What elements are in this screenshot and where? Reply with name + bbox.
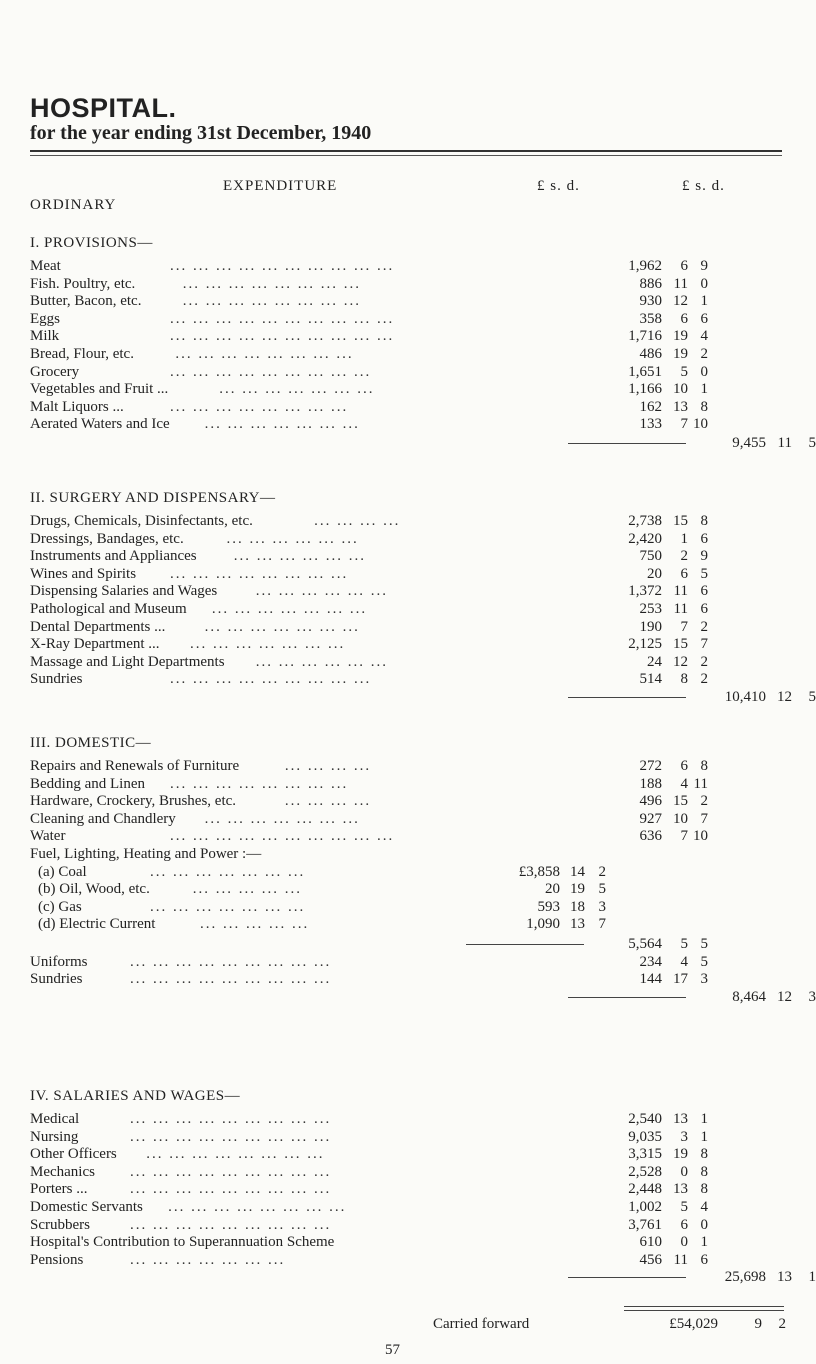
line-item-label: Uniforms [30, 953, 88, 970]
leader-dots: ... ... ... ... ... ... ... ... [170, 398, 349, 415]
amount-shillings: 11 [673, 275, 688, 292]
line-item-label: Fish. Poultry, etc. [30, 275, 136, 292]
amount-pence: 10 [693, 416, 708, 433]
line-item-label: Grocery [30, 363, 80, 380]
line-item-row [30, 1129, 790, 1146]
line-item-label: Instruments and Appliances [30, 548, 197, 565]
amount-pounds: 496 [639, 793, 662, 810]
line-item-row [30, 828, 790, 845]
line-item-label: Repairs and Renewals of Furniture [30, 758, 240, 774]
line-item-row [30, 619, 790, 636]
amount-shillings: 11 [673, 1251, 688, 1268]
line-item-label: (d) Electric Current [38, 916, 156, 933]
amount-shillings: 17 [673, 971, 688, 988]
amount-shillings: 13 [673, 398, 688, 415]
amount-pence: 2 [700, 346, 708, 362]
line-item-label: Sundries [30, 671, 83, 688]
line-item-row [30, 916, 790, 933]
leader-dots: ... ... ... ... ... ... ... [150, 898, 306, 915]
amount-pounds: 593 [537, 898, 560, 915]
leader-dots: ... ... ... ... ... ... ... ... ... ... [170, 328, 395, 345]
amount-pounds: 3,761 [628, 1216, 662, 1233]
amount-pounds: 9,035 [628, 1128, 662, 1145]
total-shillings: 11 [777, 435, 792, 451]
line-item-label: Sundries [30, 971, 83, 988]
leader-dots: ... ... ... ... ... ... ... ... ... [130, 1128, 332, 1145]
carried-forward-rule-top-2 [624, 1310, 784, 1311]
amount-pence: 2 [700, 618, 708, 635]
amount-shillings: 0 [680, 1163, 688, 1180]
leader-dots: ... ... ... ... ... ... [233, 548, 367, 565]
total-pounds: 10,410 [724, 689, 766, 705]
line-item-label: Domestic Servants [30, 1199, 143, 1215]
leader-dots: ... ... ... ... ... ... [226, 530, 359, 547]
line-item-row [30, 399, 790, 416]
line-item-label: Milk [30, 328, 60, 345]
amount-pounds: 2,125 [628, 636, 662, 653]
amount-pence: 5 [700, 565, 708, 582]
leader-dots: ... ... ... ... ... ... ... [204, 416, 360, 433]
amount-shillings: 13 [673, 1181, 688, 1198]
amount-shillings: 3 [680, 1128, 688, 1145]
leader-dots: ... ... ... ... ... ... ... [219, 381, 375, 398]
line-item-label: Scrubbers [30, 1216, 90, 1233]
line-item-row [30, 548, 790, 565]
column-header-2: £ s. d. [682, 178, 725, 194]
line-item-row [30, 1181, 790, 1198]
amount-shillings: 7 [680, 618, 688, 635]
leader-dots: ... ... ... ... ... ... ... [204, 618, 360, 635]
expenditure-heading: EXPENDITURE [223, 178, 338, 194]
amount-shillings: 7 [680, 416, 688, 433]
section-total-row [30, 1269, 816, 1286]
section-total-row [30, 689, 816, 706]
leader-dots: ... ... ... ... ... ... ... [130, 1251, 286, 1268]
ordinary-heading: ORDINARY [30, 197, 117, 213]
amount-pence: 8 [700, 1163, 708, 1180]
line-item-row [30, 881, 790, 898]
line-item-row [30, 1146, 790, 1163]
amount-pence: 1 [700, 1234, 708, 1251]
line-item-row [30, 1164, 790, 1181]
leader-dots: ... ... ... ... ... ... ... ... ... [130, 1216, 332, 1233]
leader-dots: ... ... ... ... ... ... ... ... ... [130, 1181, 332, 1198]
amount-pence: 0 [700, 1216, 708, 1233]
total-shillings: 12 [777, 988, 792, 1005]
amount-shillings: 11 [673, 601, 688, 617]
line-item-label: Dressings, Bandages, etc. [30, 530, 184, 547]
line-item-row [30, 954, 790, 971]
section-heading-provisions: I. PROVISIONS— [30, 235, 153, 251]
amount-shillings: 5 [680, 363, 688, 380]
line-item-label: Other Officers [30, 1146, 117, 1163]
carried-forward-shillings: 9 [754, 1316, 762, 1332]
line-item-label: Massage and Light Departments [30, 653, 225, 670]
amount-shillings: 10 [673, 810, 688, 827]
line-item-row [30, 758, 790, 775]
leader-dots: ... ... ... ... ... [200, 916, 310, 933]
leader-dots: ... ... ... ... ... ... ... ... ... [130, 953, 332, 970]
page-title: HOSPITAL. [30, 93, 177, 123]
leader-dots: ... ... ... ... ... ... ... ... ... [130, 1163, 332, 1180]
amount-pence: 8 [700, 398, 708, 415]
line-item-label: Pensions [30, 1251, 84, 1268]
line-item-label: (b) Oil, Wood, etc. [38, 881, 150, 898]
amount-shillings: 18 [570, 898, 585, 915]
amount-shillings: 12 [673, 653, 688, 670]
amount-shillings: 15 [673, 793, 688, 810]
amount-pence: 2 [700, 793, 708, 810]
amount-pence: 9 [700, 548, 708, 565]
total-pounds: 8,464 [732, 988, 766, 1005]
amount-pounds: 24 [647, 653, 662, 670]
leader-dots: ... ... ... ... ... ... ... ... [175, 346, 354, 362]
amount-shillings: 15 [673, 636, 688, 653]
total-shillings: 5 [680, 936, 688, 952]
leader-dots: ... ... ... ... ... ... ... ... ... [170, 671, 372, 688]
leader-dots: ... ... ... ... ... ... ... ... [168, 1199, 347, 1215]
amount-shillings: 6 [680, 565, 688, 582]
line-item-row [30, 531, 790, 548]
amount-shillings: 11 [673, 583, 688, 600]
amount-pounds: 20 [545, 881, 560, 898]
leader-dots: ... ... ... ... ... [192, 881, 302, 898]
amount-pounds: 2,528 [628, 1163, 662, 1180]
amount-pounds: 750 [639, 548, 662, 565]
line-item-row [30, 1111, 790, 1128]
amount-shillings: 19 [673, 1146, 688, 1163]
amount-pence: 1 [700, 293, 708, 310]
leader-dots: ... ... ... ... ... ... ... ... ... ... [170, 258, 395, 274]
leader-dots: ... ... ... ... ... ... ... ... ... ... [170, 828, 395, 845]
amount-pounds: 456 [639, 1251, 662, 1268]
amount-pounds: 272 [639, 758, 662, 774]
line-item-label: Pathological and Museum [30, 601, 187, 617]
amount-pounds: 610 [639, 1234, 662, 1251]
amount-pence: 4 [700, 1199, 708, 1215]
leader-dots: ... ... ... ... ... ... ... ... [182, 275, 361, 292]
amount-pence: 2 [598, 863, 606, 880]
leader-dots: ... ... ... ... [314, 513, 401, 529]
amount-shillings: 13 [673, 1111, 688, 1127]
amount-pounds: 234 [639, 953, 662, 970]
amount-pounds: 930 [639, 293, 662, 310]
line-item-label: Dispensing Salaries and Wages [30, 583, 218, 600]
amount-pounds: 486 [639, 346, 662, 362]
amount-pounds: 1,002 [628, 1199, 662, 1215]
line-item-row [30, 899, 790, 916]
amount-pence: 3 [700, 971, 708, 988]
line-item-label: Drugs, Chemicals, Disinfectants, etc. [30, 513, 253, 529]
line-item-label: Meat [30, 258, 61, 274]
total-pounds: 5,564 [628, 936, 662, 952]
amount-shillings: 1 [680, 530, 688, 547]
total-pence: 3 [808, 988, 816, 1005]
amount-pence: 6 [700, 530, 708, 547]
leader-dots: ... ... ... ... ... ... ... ... [170, 565, 349, 582]
column-header-1: £ s. d. [537, 178, 580, 194]
line-item-row [30, 364, 790, 381]
amount-pounds: 1,716 [628, 328, 662, 345]
line-item-row [30, 811, 790, 828]
line-item-label: Porters ... [30, 1181, 88, 1198]
amount-pence: 3 [598, 898, 606, 915]
leader-dots: ... ... ... ... [284, 758, 372, 774]
amount-shillings: 8 [680, 671, 688, 688]
amount-pounds: 1,090 [526, 916, 560, 933]
amount-pence: 8 [700, 758, 708, 774]
amount-pence: 4 [700, 328, 708, 345]
amount-pence: 8 [700, 1146, 708, 1163]
line-item-row [30, 1199, 790, 1216]
section-heading-salaries: IV. SALARIES AND WAGES— [30, 1088, 241, 1104]
section-heading-domestic: III. DOMESTIC— [30, 735, 152, 751]
line-item-row [30, 971, 790, 988]
line-item-row [30, 671, 790, 688]
leader-dots: ... ... ... ... [284, 793, 372, 810]
page-subtitle: for the year ending 31st December, 1940 [30, 122, 372, 144]
amount-pence: 1 [700, 381, 708, 398]
amount-pounds: 133 [639, 416, 662, 433]
amount-pounds: 144 [639, 971, 662, 988]
amount-shillings: 15 [673, 513, 688, 529]
line-item-row [30, 1234, 790, 1251]
amount-pence: 8 [700, 513, 708, 529]
line-item-row [30, 654, 790, 671]
line-item-row [30, 381, 790, 398]
line-item-row [30, 566, 790, 583]
amount-shillings: 6 [680, 258, 688, 274]
line-item-label: Medical [30, 1111, 80, 1127]
line-item-label: Bread, Flour, etc. [30, 346, 134, 362]
leader-dots: ... ... ... ... ... ... ... ... [182, 293, 361, 310]
line-item-label: Mechanics [30, 1163, 95, 1180]
amount-pounds: 20 [647, 565, 662, 582]
amount-pounds: £3,858 [518, 863, 560, 880]
amount-pounds: 2,540 [628, 1111, 662, 1127]
amount-pence: 11 [693, 775, 708, 792]
leader-dots: ... ... ... ... ... ... ... ... ... [170, 363, 372, 380]
leader-dots: ... ... ... ... ... ... ... ... ... [130, 971, 332, 988]
line-item-label: Aerated Waters and Ice [30, 416, 170, 433]
amount-pounds: 358 [639, 310, 662, 327]
line-item-label: Eggs [30, 310, 60, 327]
carried-forward-pounds: £54,029 [669, 1316, 718, 1332]
amount-pounds: 636 [639, 828, 662, 845]
amount-pence: 5 [598, 881, 606, 898]
line-item-row [30, 793, 790, 810]
total-pence: 1 [808, 1269, 816, 1286]
line-item-row [30, 328, 790, 345]
section-total-row [30, 988, 816, 1006]
amount-shillings: 4 [680, 953, 688, 970]
total-pence: 5 [700, 936, 708, 952]
amount-shillings: 2 [680, 548, 688, 565]
total-shillings: 13 [777, 1269, 792, 1286]
amount-shillings: 5 [680, 1199, 688, 1215]
line-item-label: X-Ray Department ... [30, 636, 160, 653]
amount-shillings: 19 [673, 346, 688, 362]
amount-pounds: 190 [639, 618, 662, 635]
amount-pence: 1 [700, 1128, 708, 1145]
amount-pounds: 2,420 [628, 530, 662, 547]
leader-dots: ... ... ... ... ... ... [255, 583, 388, 600]
amount-pence: 0 [700, 275, 708, 292]
amount-pounds: 1,166 [628, 381, 662, 398]
line-item-label: Cleaning and Chandlery [30, 810, 176, 827]
carried-forward-rule-top [624, 1306, 784, 1307]
amount-pence: 8 [700, 1181, 708, 1198]
amount-shillings: 10 [673, 381, 688, 398]
section-total-row [30, 435, 816, 452]
amount-shillings: 0 [680, 1234, 688, 1251]
amount-pounds: 927 [639, 810, 662, 827]
line-item-row [30, 276, 790, 293]
amount-shillings: 19 [673, 328, 688, 345]
leader-dots: ... ... ... ... ... ... ... [190, 636, 346, 653]
amount-pence: 5 [700, 953, 708, 970]
total-shillings: 12 [777, 689, 792, 705]
leader-dots: ... ... ... ... ... ... ... ... [170, 775, 349, 792]
total-pounds: 9,455 [732, 435, 766, 451]
line-item-row [30, 1217, 790, 1234]
amount-pence: 0 [700, 363, 708, 380]
total-pence: 5 [808, 689, 816, 705]
line-item-label: Nursing [30, 1128, 79, 1145]
amount-shillings: 6 [680, 310, 688, 327]
leader-dots: ... ... ... ... ... ... [255, 653, 388, 670]
line-item-label: (c) Gas [38, 898, 82, 915]
section-heading-surgery: II. SURGERY AND DISPENSARY— [30, 490, 276, 506]
carried-forward-pence: 2 [778, 1316, 786, 1332]
amount-pounds: 3,315 [628, 1146, 662, 1163]
carried-forward-label: Carried forward [433, 1316, 530, 1332]
line-item-row [30, 346, 790, 363]
line-item-row [30, 293, 790, 310]
line-item-label: (a) Coal [38, 863, 87, 880]
line-item-label: Vegetables and Fruit ... [30, 381, 169, 398]
fuel-heading [30, 846, 790, 863]
line-item-label: Bedding and Linen [30, 775, 145, 792]
leader-dots: ... ... ... ... ... ... ... [204, 810, 360, 827]
amount-pence: 1 [700, 1111, 708, 1127]
fuel-heading-label: Fuel, Lighting, Heating and Power :— [30, 846, 262, 862]
line-item-row [30, 416, 790, 433]
amount-pounds: 253 [639, 601, 662, 617]
total-pence: 5 [808, 435, 816, 451]
title-rule-thin [30, 155, 782, 156]
amount-shillings: 6 [680, 1216, 688, 1233]
leader-dots: ... ... ... ... ... ... ... [211, 601, 368, 617]
leader-dots: ... ... ... ... ... ... ... ... ... [130, 1111, 332, 1127]
section-total-row [30, 936, 790, 953]
line-item-row [30, 513, 790, 530]
total-pounds: 25,698 [724, 1269, 766, 1286]
amount-pence: 7 [598, 916, 606, 933]
amount-pounds: 886 [639, 275, 662, 292]
amount-pounds: 188 [639, 775, 662, 792]
line-item-row [30, 1252, 790, 1269]
amount-pence: 6 [700, 601, 708, 617]
amount-pounds: 2,448 [628, 1181, 662, 1198]
title-rule [30, 150, 782, 152]
amount-pounds: 1,962 [628, 258, 662, 274]
amount-pounds: 1,651 [628, 363, 662, 380]
line-item-row [30, 311, 790, 328]
amount-pence: 2 [700, 653, 708, 670]
amount-shillings: 14 [570, 863, 585, 880]
line-item-label: Water [30, 828, 66, 845]
line-item-label: Hospital's Contribution to Superannuation Scheme [30, 1234, 335, 1251]
leader-dots: ... ... ... ... ... ... ... ... ... ... [170, 310, 395, 327]
amount-pounds: 2,738 [628, 513, 662, 529]
line-item-row [30, 864, 790, 881]
amount-shillings: 4 [680, 775, 688, 792]
amount-pounds: 514 [639, 671, 662, 688]
amount-pence: 6 [700, 583, 708, 600]
amount-pence: 2 [700, 671, 708, 688]
line-item-row [30, 601, 790, 618]
amount-shillings: 6 [680, 758, 688, 774]
line-item-label: Dental Departments ... [30, 618, 166, 635]
amount-pence: 9 [700, 258, 708, 274]
amount-shillings: 19 [570, 881, 585, 898]
leader-dots: ... ... ... ... ... ... ... [150, 863, 306, 880]
line-item-row [30, 776, 790, 793]
line-item-label: Butter, Bacon, etc. [30, 293, 142, 310]
page-number: 57 [385, 1342, 400, 1358]
amount-pence: 7 [700, 636, 708, 653]
line-item-label: Malt Liquors ... [30, 398, 124, 415]
line-item-label: Hardware, Crockery, Brushes, etc. [30, 793, 237, 810]
line-item-row [30, 258, 790, 275]
amount-pounds: 1,372 [628, 583, 662, 600]
amount-pence: 6 [700, 310, 708, 327]
amount-pounds: 162 [639, 398, 662, 415]
amount-pence: 6 [700, 1251, 708, 1268]
amount-shillings: 13 [570, 916, 585, 933]
amount-shillings: 7 [680, 828, 688, 845]
leader-dots: ... ... ... ... ... ... ... ... [146, 1146, 325, 1163]
amount-pence: 7 [700, 810, 708, 827]
line-item-row [30, 583, 790, 600]
line-item-label: Wines and Spirits [30, 565, 137, 582]
amount-shillings: 12 [673, 293, 688, 310]
amount-pence: 10 [693, 828, 708, 845]
line-item-row [30, 636, 790, 653]
